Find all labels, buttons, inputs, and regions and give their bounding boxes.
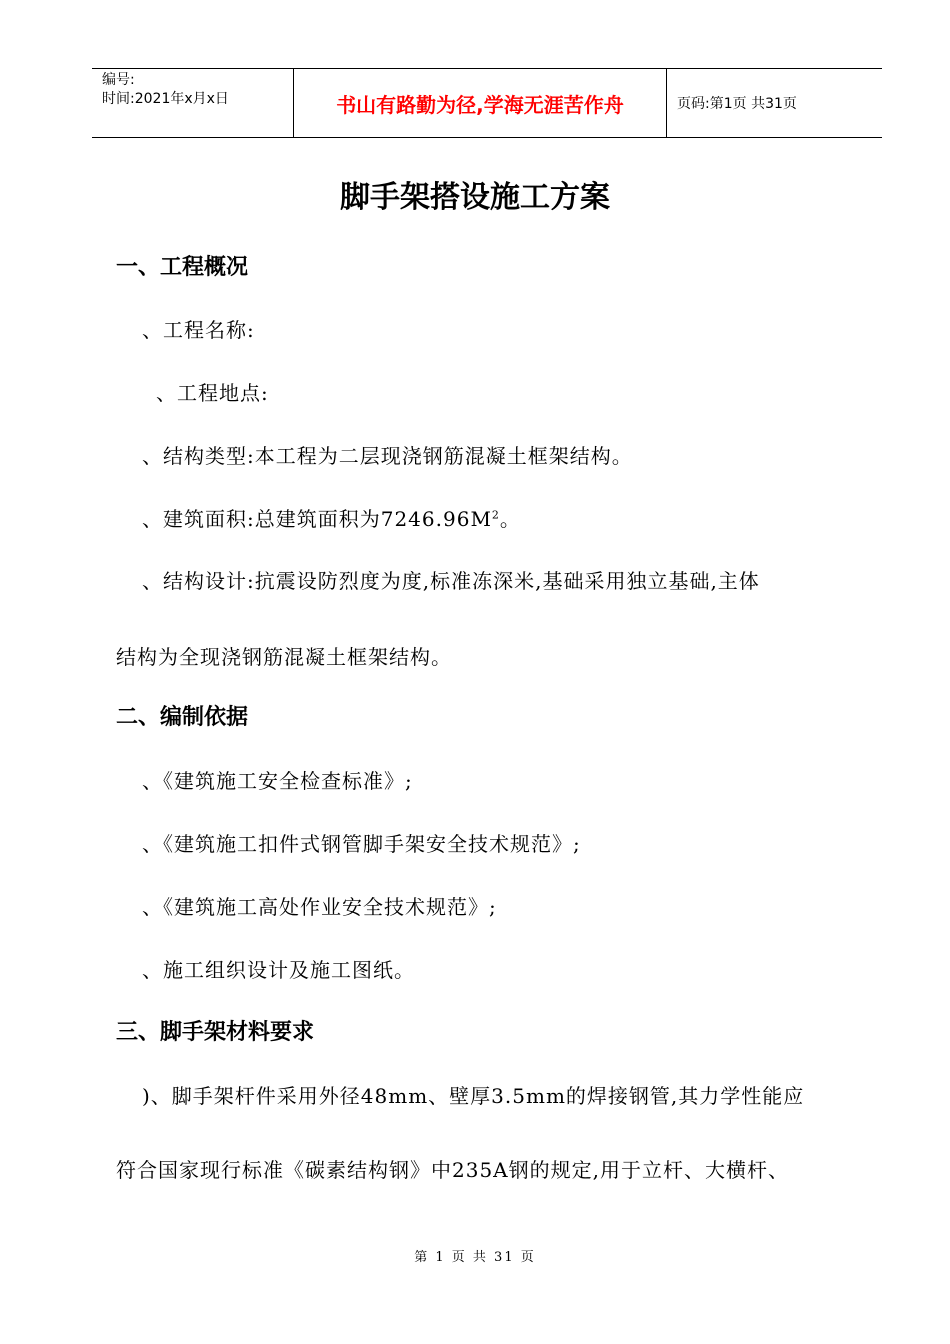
paragraph-materials-2: 符合国家现行标准《碳素结构钢》中235A钢的规定,用于立杆、大横杆、 [116,1158,789,1182]
paragraph-structure-type: 、结构类型:本工程为二层现浇钢筋混凝土框架结构。 [142,444,633,468]
section-heading-overview: 一、工程概况 [116,255,249,280]
paragraph-structure-design: 、结构设计:抗震设防烈度为度,标准冻深米,基础采用独立基础,主体 [142,569,760,593]
paragraph-structure-design-cont: 结构为全现浇钢筋混凝土框架结构。 [116,645,452,669]
paragraph-project-location: 、工程地点: [156,381,269,405]
paragraph-materials-1: )、脚手架杆件采用外径48mm、壁厚3.5mm的焊接钢管,其力学性能应 [142,1084,805,1108]
paragraph-project-name: 、工程名称: [142,318,255,342]
section-heading-materials: 三、脚手架材料要求 [116,1020,315,1045]
area-superscript: 2 [491,508,500,522]
paragraph-basis-4: 、施工组织设计及施工图纸。 [142,958,415,982]
header-meta-cell [92,69,294,137]
paragraph-building-area: 、建筑面积:总建筑面积为$7246.96M^2$。 [142,507,521,531]
time-label: 时间:2021年x月x日 [102,91,229,107]
header-motto: 书山有路勤为径,学海无涯苦作舟 [294,69,667,137]
header-page-info: 页码:第1页 共31页 [677,96,797,112]
paragraph-basis-2: 、《建筑施工扣件式钢管脚手架安全技术规范》; [142,832,581,856]
document-title: 脚手架搭设施工方案 [340,180,610,215]
paragraph-basis-1: 、《建筑施工安全检查标准》; [142,769,413,793]
document-header [92,68,882,138]
page-footer: 第 1 页 共 31 页 [414,1250,536,1265]
section-heading-basis: 二、编制依据 [116,705,249,730]
number-label: 编号: [102,72,135,88]
paragraph-basis-3: 、《建筑施工高处作业安全技术规范》; [142,895,497,919]
